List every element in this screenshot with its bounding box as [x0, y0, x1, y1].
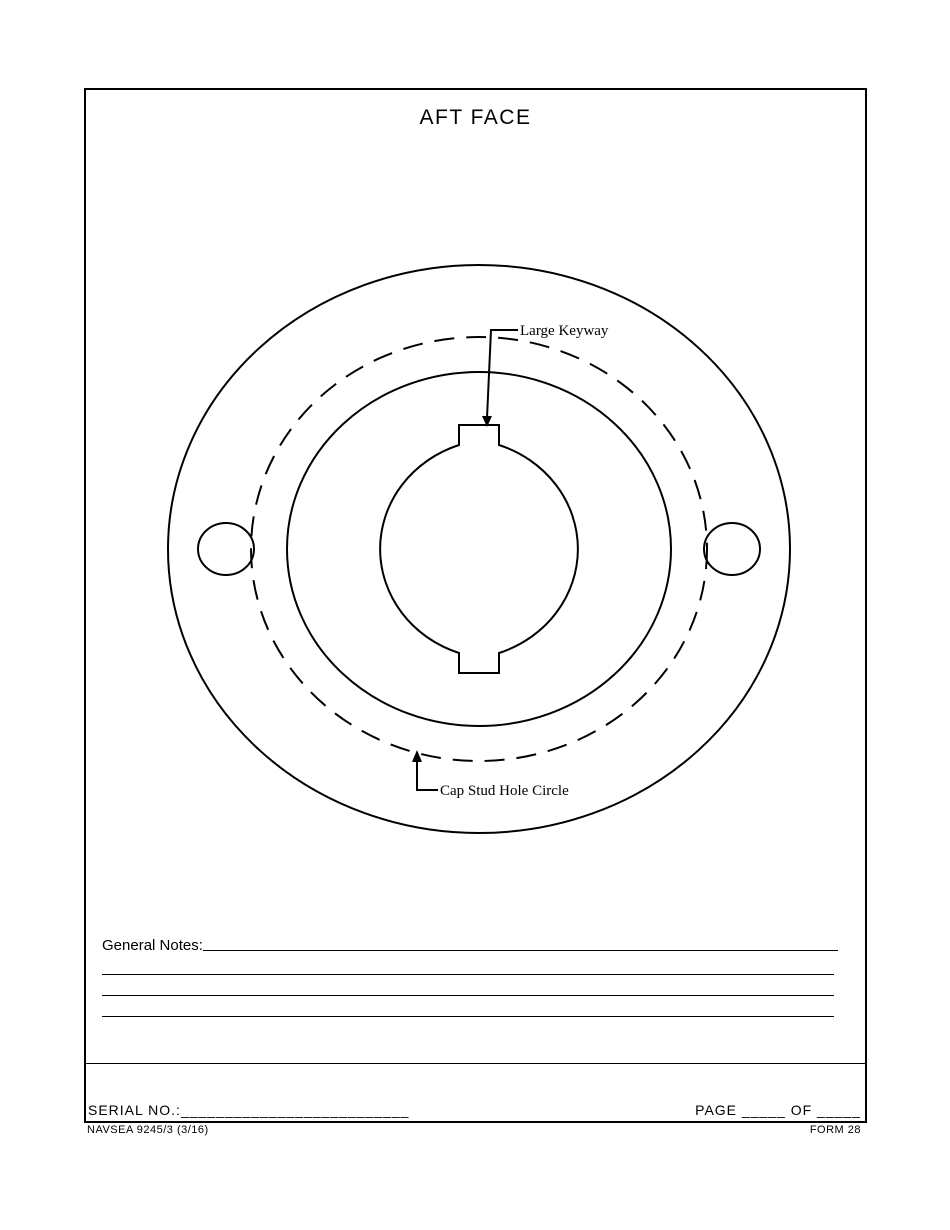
serial-number-field[interactable]: SERIAL NO.:__________________________: [88, 1102, 410, 1118]
page-title: AFT FACE: [419, 106, 532, 129]
notes-line-1[interactable]: [203, 950, 838, 951]
large-keyway-label: Large Keyway: [520, 323, 609, 339]
page-number-field[interactable]: PAGE _____ OF _____: [695, 1102, 861, 1118]
section-divider: [86, 1063, 865, 1064]
outer-flange-outline: [168, 265, 790, 833]
keyed-shaft-bore: [380, 425, 578, 673]
general-notes-label: General Notes:: [102, 937, 203, 954]
form-number: FORM 28: [809, 1124, 861, 1136]
form-frame: [84, 88, 867, 1123]
cap-stud-hole-circle-label: Cap Stud Hole Circle: [440, 783, 569, 799]
aft-face-diagram: [126, 230, 826, 880]
left-stud-hole: [198, 523, 254, 575]
notes-line-4[interactable]: [102, 996, 834, 1017]
cap-stud-hole-circle: [251, 337, 707, 761]
notes-line-3[interactable]: [102, 975, 834, 996]
notes-line-2[interactable]: [102, 954, 834, 975]
cap-stud-arrowhead: [412, 750, 422, 762]
general-notes-section: [102, 932, 838, 1017]
form-id: NAVSEA 9245/3 (3/16): [87, 1124, 209, 1136]
cap-stud-leader: [417, 760, 438, 790]
right-stud-hole: [704, 523, 760, 575]
